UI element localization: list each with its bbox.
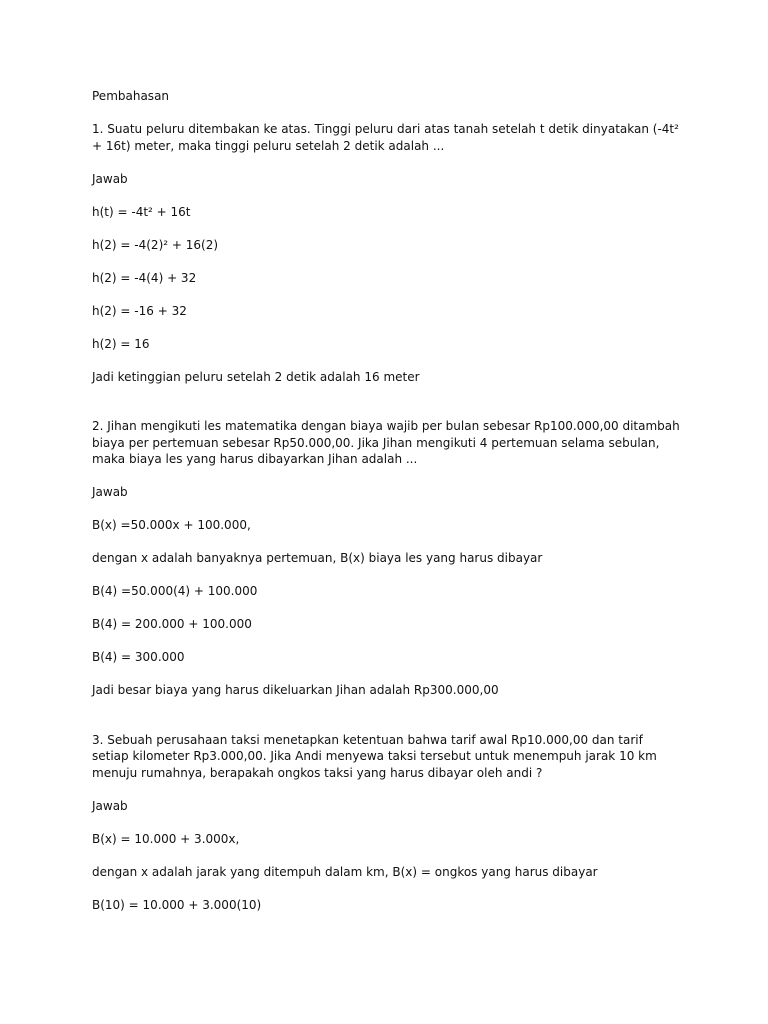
- problem-2-conclusion: Jadi besar biaya yang harus dikeluarkan Jihan adalah Rp300.000,00: [92, 683, 499, 697]
- problem-3-question: 3. Sebuah perusahaan taksi menetapkan ketentuan bahwa tarif awal Rp10.000,00 dan tarif setiap kilometer Rp3.000,00. Jika Andi menyewa taksi tersebut untuk menempuh jarak 10 km menuju rumahnya, berapakah ongkos taksi yang harus dibayar oleh andi ?: [92, 732, 657, 780]
- problem-3-step: B(x) = 10.000 + 3.000x,: [92, 831, 240, 846]
- problem-2-step: B(x) =50.000x + 100.000,: [92, 518, 251, 532]
- problem-2-answer-label: Jawab: [92, 485, 128, 499]
- problem-1-conclusion: Jadi ketinggian peluru setelah 2 detik adalah 16 meter: [92, 369, 420, 384]
- problem-1-step: h(2) = -4(4) + 32: [92, 270, 197, 285]
- problem-1-answer-label: Jawab: [92, 171, 128, 186]
- problem-2-step: B(4) =50.000(4) + 100.000: [92, 584, 258, 598]
- problem-1-step: h(2) = -4(2)² + 16(2): [92, 237, 219, 252]
- problem-2-step: B(4) = 200.000 + 100.000: [92, 617, 252, 631]
- problem-1-step: h(2) = -16 + 32: [92, 303, 187, 318]
- problem-3-step: B(10) = 10.000 + 3.000(10): [92, 897, 262, 912]
- problem-1-question: 1. Suatu peluru ditembakan ke atas. Tinggi peluru dari atas tanah setelah t detik dinyatakan (-4t² + 16t) meter, maka tinggi peluru setelah 2 detik adalah ...: [92, 122, 679, 153]
- problem-2-step: B(4) = 300.000: [92, 650, 185, 664]
- document-heading: Pembahasan: [92, 89, 170, 103]
- problem-3-answer-label: Jawab: [92, 798, 128, 813]
- document-content: [92, 88, 682, 913]
- problem-2-question: 2. Jihan mengikuti les matematika dengan biaya wajib per bulan sebesar Rp100.000,00 ditambah biaya per pertemuan sebesar Rp50.000,00. Jika Jihan mengikuti 4 pertemuan selama sebulan, maka biaya les yang harus dibayarkan Jihan adalah ...: [92, 419, 680, 466]
- problem-1-step: h(2) = 16: [92, 336, 150, 351]
- problem-2-step: dengan x adalah banyaknya pertemuan, B(x) biaya les yang harus dibayar: [92, 551, 543, 565]
- problem-1-step: h(t) = -4t² + 16t: [92, 204, 191, 219]
- problem-3-step: dengan x adalah jarak yang ditempuh dalam km, B(x) = ongkos yang harus dibayar: [92, 864, 598, 879]
